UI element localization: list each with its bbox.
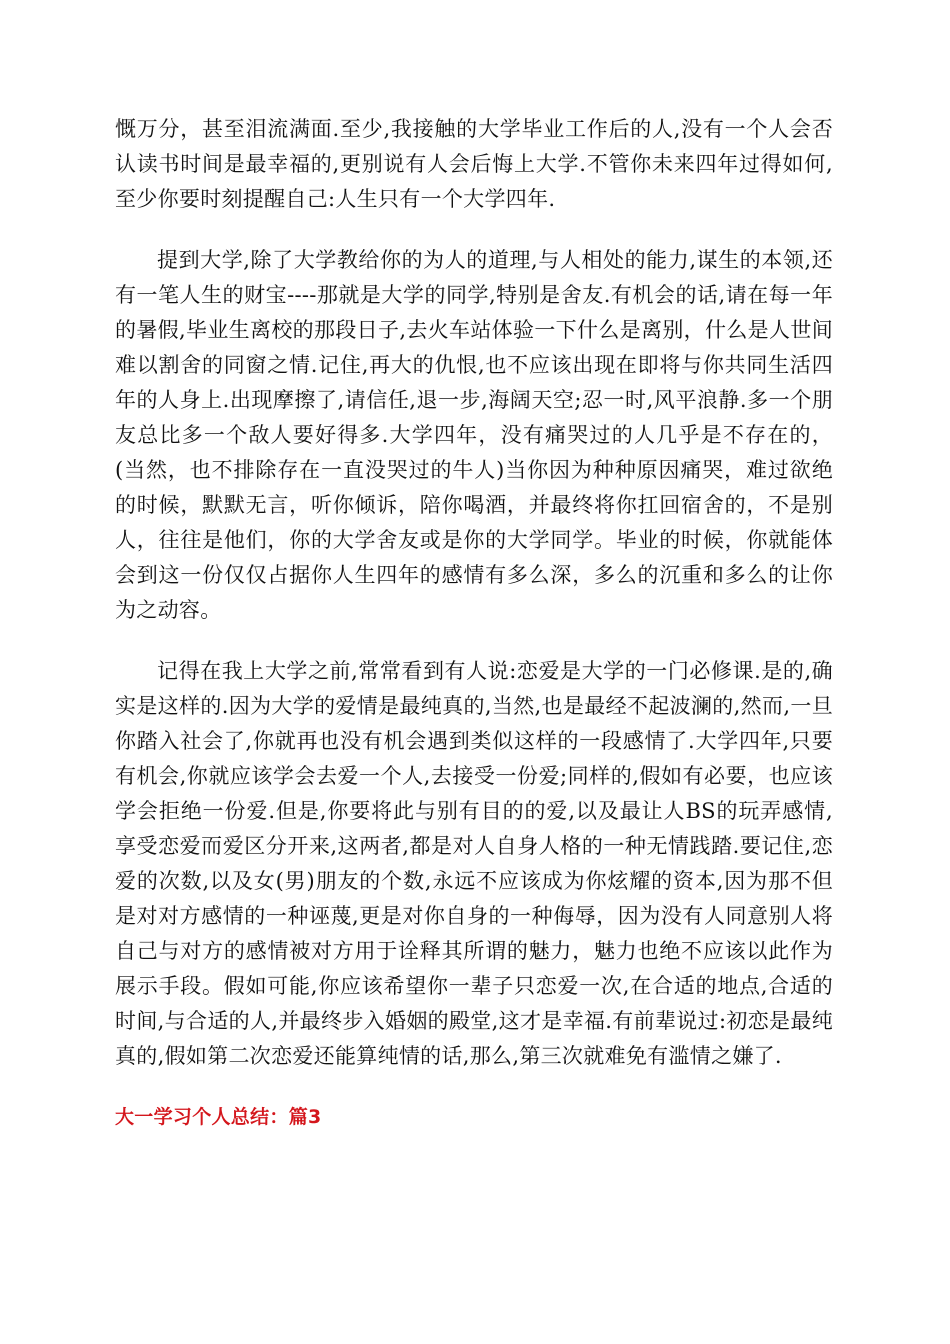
paragraph-classmates: 提到大学,除了大学教给你的为人的道理,与人相处的能力,谋生的本领,还有一笔人生的财宝----那就是大学的同学,特别是舍友.有机会的话,请在每一年的暑假,毕业生离校的那段日子,去火车站体验一下什么是离别，什么是人世间难以割舍的同窗之情.记住,再大的仇恨,也不应该出现在即将与你共同生活四年的人身上.出现摩擦了,请信任,退一步,海阔天空;忍一时,风平浪静.多一个朋友总比多一个敌人要好得多.大学四年，没有痛哭过的人几乎是不存在的，(当然，也不排除存在一直没哭过的牛人)当你因为种种原因痛哭，难过欲绝的时候，默默无言，听你倾诉，陪你喝酒，并最终将你扛回宿舍的，不是别人，往往是他们，你的大学舍友或是你的大学同学。毕业的时候，你就能体会到这一份仅仅占据你人生四年的感情有多么深，多么的沉重和多么的让你为之动容。	[115, 248, 833, 622]
paragraph-gap	[115, 217, 833, 243]
paragraph-continuation: 慨万分，甚至泪流满面.至少,我接触的大学毕业工作后的人,没有一个人会否认读书时间是最幸福的,更别说有人会后悔上大学.不管你未来四年过得如何,至少你要时刻提醒自己:人生只有一个大学四年.	[115, 117, 833, 211]
document-page	[115, 112, 833, 1134]
paragraph-love: 记得在我上大学之前,常常看到有人说:恋爱是大学的一门必修课.是的,确实是这样的.因为大学的爱情是最纯真的,当然,也是最经不起波澜的,然而,一旦你踏入社会了,你就再也没有机会遇到类似这样的一段感情了.大学四年,只要有机会,你就应该学会去爱一个人,去接受一份爱;同样的,假如有必要，也应该学会拒绝一份爱.但是,你要将此与别有目的的爱,以及最让人BS的玩弄感情,享受恋爱而爱区分开来,这两者,都是对人自身人格的一种无情践踏.要记住,恋爱的次数,以及女(男)朋友的个数,永远不应该成为你炫耀的资本,因为那不但是对对方感情的一种诬蔑,更是对你自身的一种侮辱，因为没有人同意别人将自己与对方的感情被对方用于诠释其所谓的魅力，魅力也绝不应该以此作为展示手段。假如可能,你应该希望你一辈子只恋爱一次,在合适的地点,合适的时间,与合适的人,并最终步入婚姻的殿堂,这才是幸福.有前辈说过:初恋是最纯真的,假如第二次恋爱还能算纯情的话,那么,第三次就难免有滥情之嫌了.	[115, 659, 833, 1068]
section-heading: 大一学习个人总结：篇3	[115, 1106, 322, 1128]
paragraph-gap	[115, 628, 833, 654]
